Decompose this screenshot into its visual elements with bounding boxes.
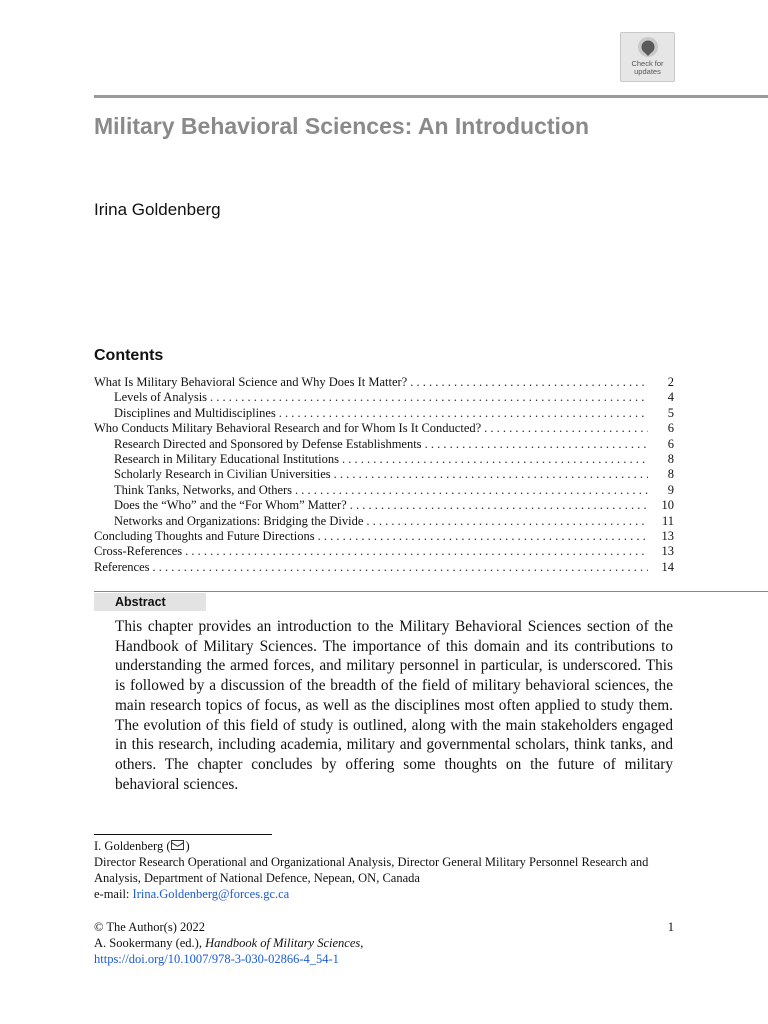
toc-entry[interactable] [94, 498, 674, 513]
toc-entry-label: Disciplines and Multidisciplines [114, 405, 276, 420]
toc-entry[interactable] [94, 390, 674, 405]
doi-line [94, 951, 674, 967]
toc-leader-dots [425, 437, 648, 452]
toc-entry[interactable] [94, 421, 674, 436]
footnote-author-close: ) [185, 839, 190, 853]
toc-entry-page: 14 [661, 559, 674, 574]
toc-entry-page: 10 [661, 498, 674, 513]
page-number: 1 [667, 920, 674, 934]
abstract-text: This chapter provides an introduction to the Military Behavioral Sciences section of the Handbook of Military Sciences. The importance of this domain and its contributions to understanding the armed forces, and military personnel in particular, is underscored. This is followed by a discussion of the breadth of the field of military behavioral sciences, the main research topics of focus, as well as the disciplines most often applied to study them. The evolution of this field of study is outlined, along with the main stakeholders engaged in this research, including academia, military and governmental scholars, think tanks, and others. The chapter concludes by offering some thoughts on the future of military behavioral sciences. [115, 618, 673, 793]
toc-leader-dots [210, 390, 648, 405]
toc-entry-label: Think Tanks, Networks, and Others [114, 482, 293, 497]
toc-leader-dots [318, 529, 648, 544]
toc-entry[interactable] [94, 375, 674, 390]
toc-entry[interactable] [94, 483, 674, 498]
page-footer [94, 919, 674, 967]
footnote-affiliation: Director Research Operational and Organizational Analysis, Director General Military Personnel Research and Analysis, Department of National Defence, Nepean, ON, Canada [94, 855, 649, 885]
toc-entry[interactable] [94, 467, 674, 482]
toc-entry-page: 9 [667, 482, 674, 497]
footnote-author [94, 838, 694, 854]
toc-leader-dots [484, 421, 648, 436]
toc-entry-label: Cross-References [94, 544, 183, 559]
toc-entry-page: 2 [667, 375, 674, 389]
toc-entry-label: What Is Military Behavioral Science and Why Does It Matter? [94, 375, 408, 389]
toc-entry-page: 5 [667, 405, 674, 420]
abstract-rule [94, 591, 768, 592]
footnote [94, 838, 694, 902]
toc-entry-label: References [94, 559, 150, 574]
toc-entry-label: Does the “Who” and the “For Whom” Matter? [114, 498, 347, 513]
toc-leader-dots [366, 514, 648, 529]
toc-entry-label: Scholarly Research in Civilian Universities [114, 467, 331, 482]
toc-entry-page: 13 [661, 544, 674, 559]
email-prefix: e-mail: [94, 887, 133, 901]
badge-text [631, 60, 663, 76]
toc-leader-dots [342, 452, 648, 467]
toc-entry[interactable] [94, 437, 674, 452]
badge-line1: Check for [631, 59, 664, 68]
toc-leader-dots [295, 483, 648, 498]
toc-entry-page: 13 [661, 529, 674, 544]
chapter-title: Military Behavioral Sciences: An Introduction [94, 113, 590, 139]
toc-entry[interactable] [94, 544, 674, 559]
toc-leader-dots [350, 498, 648, 513]
toc-entry[interactable] [94, 560, 674, 575]
toc-entry[interactable] [94, 514, 674, 529]
toc-entry[interactable] [94, 529, 674, 544]
toc-entry-label: Research Directed and Sponsored by Defense Establishments [114, 436, 422, 451]
toc-entry-label: Levels of Analysis [114, 390, 208, 405]
badge-line2: updates [634, 67, 661, 76]
abstract-label: Abstract [94, 593, 206, 611]
footnote-rule [94, 834, 272, 835]
table-of-contents [94, 375, 674, 575]
author-name: Irina Goldenberg [94, 200, 221, 219]
copyright: © The Author(s) 2022 [94, 920, 205, 934]
toc-leader-dots [410, 375, 648, 390]
toc-leader-dots [153, 560, 648, 575]
toc-entry-label: Research in Military Educational Institutions [114, 452, 339, 467]
toc-entry-page: 11 [661, 513, 674, 528]
toc-entry-page: 6 [667, 436, 674, 451]
toc-entry-label: Networks and Organizations: Bridging the Divide [114, 513, 364, 528]
toc-leader-dots [334, 467, 648, 482]
footnote-email-line [94, 886, 694, 902]
email-link[interactable]: Irina.Goldenberg@forces.gc.ca [132, 887, 290, 901]
book-suffix: , [360, 936, 364, 950]
doi-link[interactable]: https://doi.org/10.1007/978-3-030-02866-4_54-1 [94, 952, 339, 966]
toc-entry-page: 8 [667, 467, 674, 482]
book-editor: A. Sookermany (ed.), [94, 936, 206, 950]
toc-leader-dots [279, 406, 648, 421]
top-rule [94, 95, 768, 98]
book-title: Handbook of Military Sciences [205, 936, 361, 950]
book-citation [94, 935, 674, 951]
check-for-updates-icon [637, 36, 659, 58]
toc-leader-dots [185, 544, 648, 559]
toc-entry-page: 6 [667, 421, 674, 436]
contents-heading: Contents [94, 347, 164, 364]
toc-entry[interactable] [94, 406, 674, 421]
toc-entry-page: 4 [667, 390, 674, 405]
toc-entry-label: Who Conducts Military Behavioral Research and for Whom Is It Conducted? [94, 421, 482, 436]
check-for-updates-badge[interactable] [620, 32, 675, 82]
toc-entry-page: 8 [667, 452, 674, 467]
toc-entry[interactable] [94, 452, 674, 467]
envelope-icon[interactable] [171, 840, 184, 850]
footnote-author-name: I. Goldenberg ( [94, 839, 171, 853]
toc-entry-label: Concluding Thoughts and Future Directions [94, 529, 315, 544]
